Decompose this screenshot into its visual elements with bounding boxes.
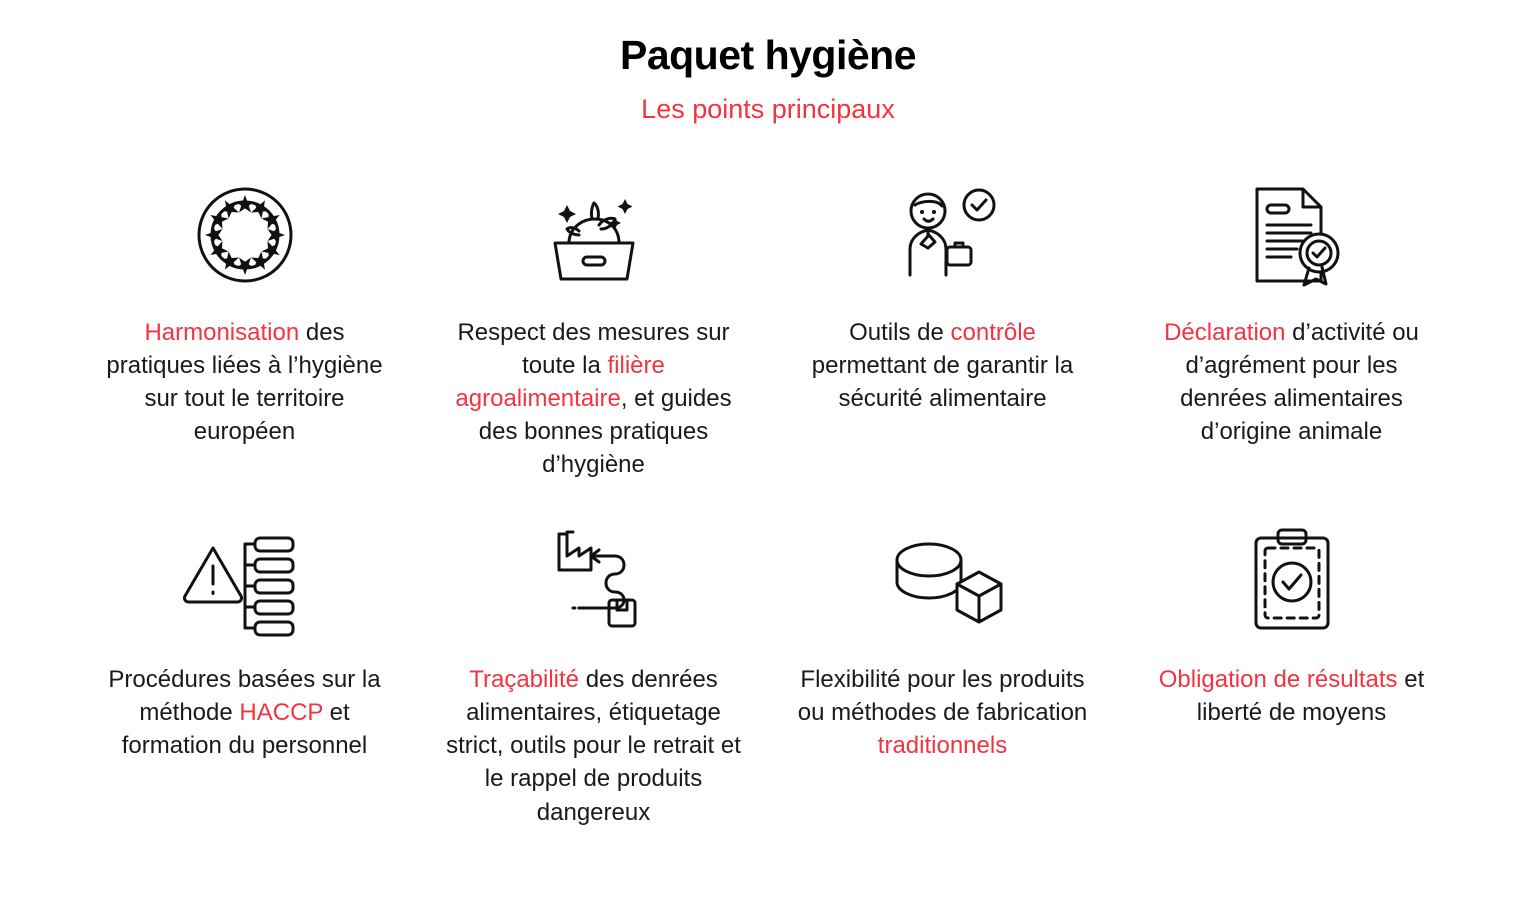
point-item bbox=[70, 517, 419, 829]
caption-text: Respect des mesures sur toute la bbox=[457, 318, 730, 379]
caption-text: et formation du personnel bbox=[121, 699, 368, 760]
point-caption bbox=[95, 316, 395, 448]
point-caption bbox=[444, 316, 744, 482]
caption-highlight: contrôle bbox=[950, 318, 1036, 346]
point-caption bbox=[788, 663, 1098, 762]
caption-highlight: Harmonisation bbox=[144, 318, 300, 346]
point-item bbox=[768, 170, 1117, 482]
header bbox=[0, 0, 1536, 126]
eu-stars-circle-icon bbox=[185, 170, 305, 300]
caption-text: d’activité ou d’agrément pour les denrées alimentaires d’origine animale bbox=[1180, 318, 1419, 445]
point-item bbox=[1117, 517, 1466, 829]
caption-text: Procédures basées sur la méthode bbox=[108, 666, 381, 727]
caption-highlight: HACCP bbox=[239, 699, 323, 727]
caption-highlight: traditionnels bbox=[877, 732, 1008, 760]
caption-text: Outils de bbox=[849, 318, 951, 346]
caption-highlight: filière agroalimentaire bbox=[455, 351, 665, 412]
point-item bbox=[70, 170, 419, 482]
caption-text: des pratiques liées à l’hygiène sur tout le territoire européen bbox=[106, 318, 383, 445]
point-item bbox=[1117, 170, 1466, 482]
caption-text: , et guides des bonnes pratiques d’hygiène bbox=[478, 384, 732, 478]
certificate-document-icon bbox=[1227, 170, 1357, 300]
caption-text: des denrées alimentaires, étiquetage strict, outils pour le retrait et le rappel de produits dangereux bbox=[446, 666, 741, 826]
point-caption bbox=[90, 663, 400, 762]
points-grid bbox=[0, 170, 1536, 829]
caption-highlight: Déclaration bbox=[1164, 318, 1286, 346]
page-title: Paquet hygiène bbox=[619, 32, 916, 78]
point-item bbox=[768, 517, 1117, 829]
clipboard-check-icon bbox=[1232, 517, 1352, 647]
page-subtitle: Les points principaux bbox=[641, 94, 895, 125]
point-item bbox=[419, 170, 768, 482]
point-item bbox=[419, 517, 768, 829]
cheese-wheel-icon bbox=[873, 517, 1013, 647]
caption-highlight: Traçabilité bbox=[469, 666, 580, 694]
caption-text: Flexibilité pour les produits ou méthodes de fabrication bbox=[797, 666, 1088, 727]
hazard-flowchart-icon bbox=[175, 517, 315, 647]
caption-highlight: Obligation de résultats bbox=[1158, 666, 1398, 694]
point-caption bbox=[1137, 663, 1447, 729]
inspector-checkmark-icon bbox=[873, 170, 1013, 300]
vegetable-crate-icon bbox=[529, 170, 659, 300]
caption-text: et liberté de moyens bbox=[1196, 666, 1425, 727]
point-caption bbox=[793, 316, 1093, 415]
point-caption bbox=[439, 663, 749, 829]
traceability-path-icon bbox=[529, 517, 659, 647]
caption-text: permettant de garantir la sécurité alimentaire bbox=[811, 351, 1074, 412]
point-caption bbox=[1142, 316, 1442, 448]
